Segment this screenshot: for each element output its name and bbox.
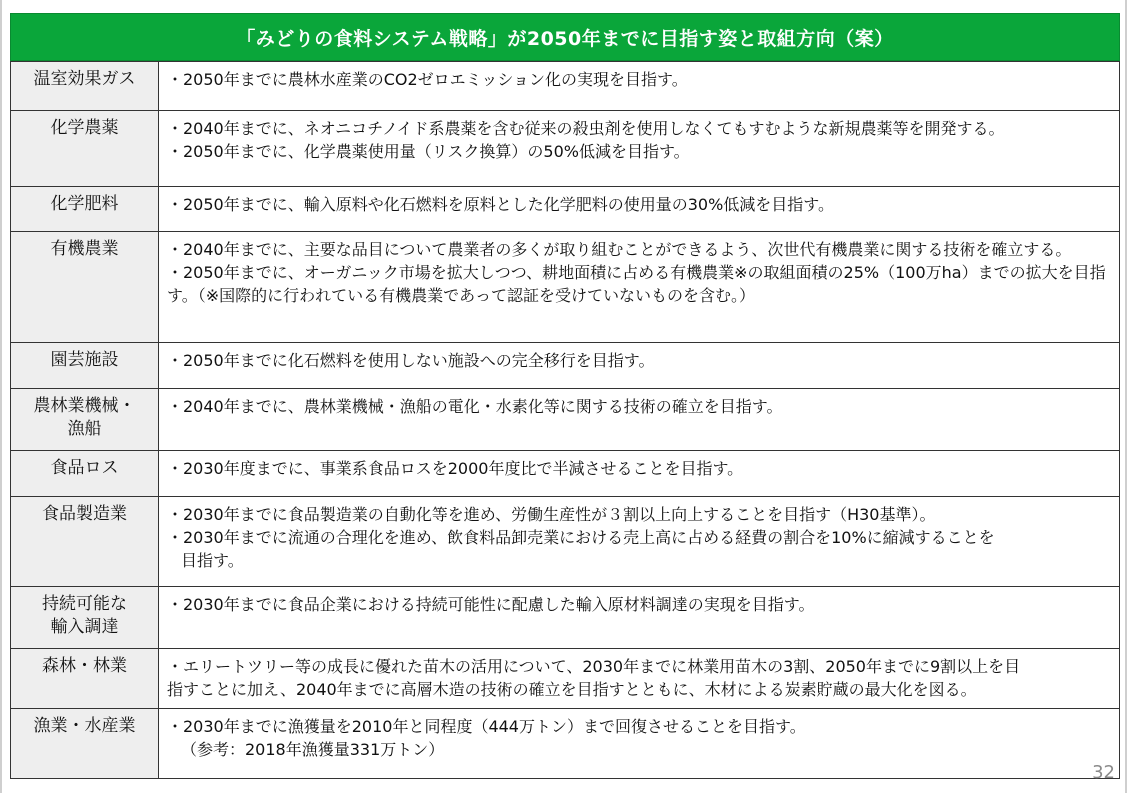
description-line: ・2040年までに、ネオニコチノイド系農薬を含む従来の殺虫剤を使用しなくてもすむような新規農薬等を開発する。 [167, 119, 1005, 138]
page-title: 「みどりの食料システム戦略」が2050年までに目指す姿と取組方向（案） [236, 27, 894, 50]
category-line: 輸入調達 [50, 617, 119, 637]
description-line: ・2050年までに、化学農薬使用量（リスク換算）の50%低減を目指す。 [167, 142, 690, 161]
row-category: 化学肥料 [11, 187, 159, 231]
table-row [11, 61, 1119, 110]
table-row [11, 648, 1119, 708]
table-row [11, 450, 1119, 496]
row-description [159, 587, 1119, 648]
description-line: ・2030年までに食品製造業の自動化等を進め、労働生産性が３割以上向上することを目指す（H30基準）。 [167, 505, 936, 524]
row-category [11, 389, 159, 450]
category-line: 漁船 [67, 419, 102, 439]
description-line: ・2030年度までに、事業系食品ロスを2000年度比で半減させることを目指す。 [167, 459, 744, 478]
description-line: ・エリートツリー等の成長に優れた苗木の活用について、2030年までに林業用苗木の3割、2050年までに9割以上を目 [167, 657, 1021, 676]
row-description [159, 343, 1119, 388]
description-line: 指すことに加え、2040年までに高層木造の技術の確立を目指すとともに、木材による炭素貯蔵の最大化を図る。 [167, 680, 977, 699]
row-description [159, 709, 1119, 778]
table-row [11, 342, 1119, 388]
row-category: 化学農薬 [11, 111, 159, 186]
row-category: 温室効果ガス [11, 62, 159, 110]
row-category: 食品製造業 [11, 497, 159, 586]
row-category [11, 587, 159, 648]
row-category: 園芸施設 [11, 343, 159, 388]
table-row [11, 496, 1119, 586]
description-line: ・2050年までに、オーガニック市場を拡大しつつ、耕地面積に占める有機農業※の取組面積の25%（100万ha）までの拡大を目指す。（※国際的に行われている有機農業であって認証を受けていないものを含む。） [167, 263, 1106, 305]
table-row [11, 186, 1119, 231]
row-description [159, 232, 1119, 342]
table-row [11, 586, 1119, 648]
title-bar [10, 13, 1120, 61]
row-description [159, 111, 1119, 186]
description-line: ・2050年までに、輸入原料や化石燃料を原料とした化学肥料の使用量の30%低減を目指す。 [167, 195, 835, 214]
row-category: 食品ロス [11, 451, 159, 496]
category-line: 農林業機械・ [33, 396, 136, 416]
row-description [159, 389, 1119, 450]
table-row [11, 708, 1119, 778]
category-line: 持続可能な [42, 594, 127, 614]
row-description [159, 62, 1119, 110]
row-description [159, 451, 1119, 496]
strategy-table [10, 61, 1120, 779]
description-line: ・2030年までに流通の合理化を進め、飲食料品卸売業における売上高に占める経費の割合を10%に縮減することを [167, 528, 995, 547]
table-row [11, 110, 1119, 186]
table-row [11, 231, 1119, 342]
row-category: 森林・林業 [11, 649, 159, 708]
row-description [159, 187, 1119, 231]
row-description [159, 649, 1119, 708]
description-line: （参考：2018年漁獲量331万トン） [181, 740, 445, 759]
description-line: ・2050年までに化石燃料を使用しない施設への完全移行を目指す。 [167, 351, 655, 370]
description-line: ・2030年までに食品企業における持続可能性に配慮した輸入原材料調達の実現を目指す。 [167, 595, 815, 614]
description-line: ・2040年までに、農林業機械・漁船の電化・水素化等に関する技術の確立を目指す。 [167, 397, 783, 416]
description-line: ・2050年までに農林水産業のCO2ゼロエミッション化の実現を目指す。 [167, 70, 688, 89]
row-category: 有機農業 [11, 232, 159, 342]
table-row [11, 388, 1119, 450]
description-line: ・2040年までに、主要な品目について農業者の多くが取り組むことができるよう、次世代有機農業に関する技術を確立する。 [167, 240, 1072, 259]
description-line: ・2030年までに漁獲量を2010年と同程度（444万トン）まで回復させることを目指す。 [167, 717, 806, 736]
row-category: 漁業・水産業 [11, 709, 159, 778]
row-description [159, 497, 1119, 586]
page-number: 32 [1092, 762, 1115, 783]
description-line: 目指す。 [181, 551, 244, 570]
